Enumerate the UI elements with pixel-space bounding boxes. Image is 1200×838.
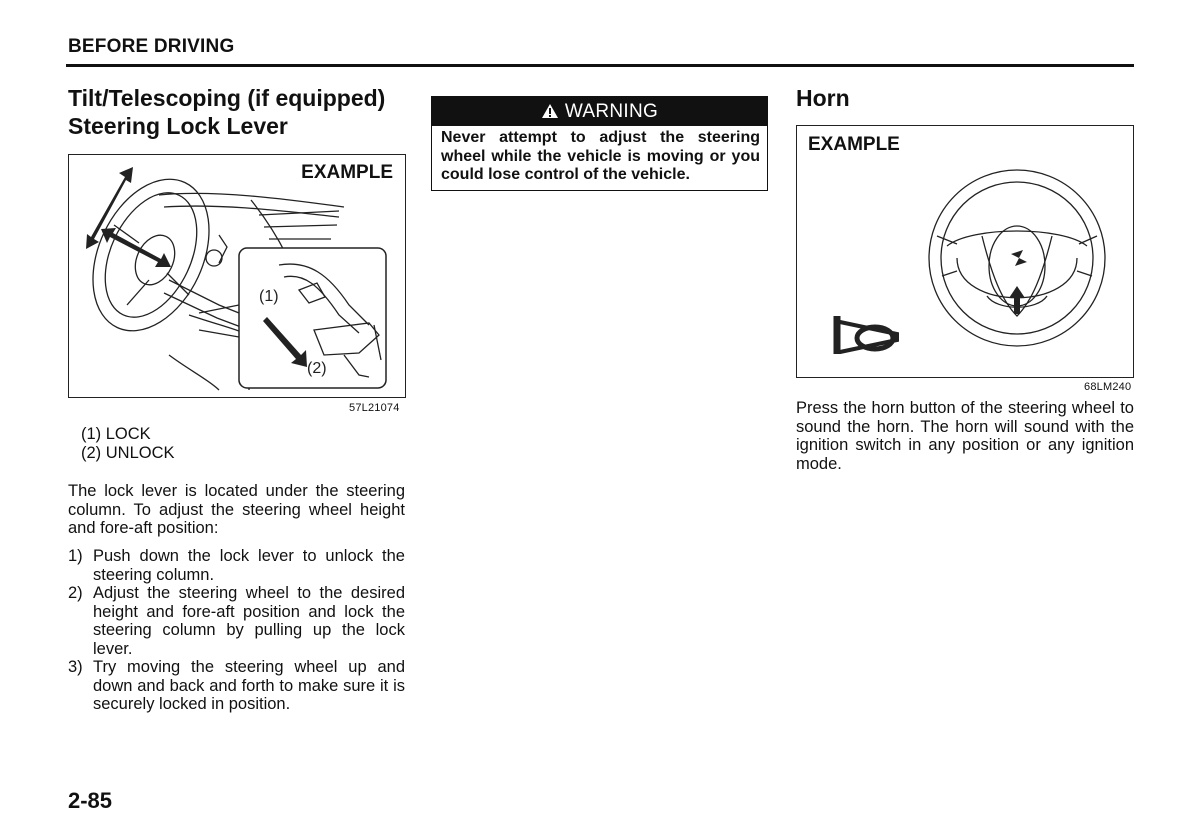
tilt-figure-example-label: EXAMPLE [301,162,393,183]
horn-icon [837,316,897,354]
step-text: Try moving the steering wheel up and down and back and forth to make sure it is securely locked in position. [93,658,405,713]
step-number: 2) [68,584,83,602]
callout-2: (2) [307,360,327,377]
section-header: BEFORE DRIVING [68,36,235,57]
callout-1: (1) [259,288,279,305]
tilt-arrows-icon [86,167,171,267]
horn-paragraph: Press the horn button of the steering wheel to sound the horn. The horn will sound with the ignition switch in any position or any ignition mode. [796,399,1134,473]
tilt-steps-list [68,547,405,714]
step-text: Adjust the steering wheel to the desired height and fore-aft position and lock the steering column by pulling up the lock lever. [93,584,405,658]
tilt-title-line2: Steering Lock Lever [68,113,288,139]
page-number: 2-85 [68,788,113,813]
list-item [68,658,405,714]
tilt-title [68,84,408,140]
legend-item-unlock: (2) UNLOCK [81,444,175,462]
legend-item-lock: (1) LOCK [81,425,151,443]
warning-triangle-icon [541,97,559,126]
tilt-figure-code: 57L21074 [349,402,400,414]
warning-header [432,97,767,126]
tilt-figure [68,154,406,398]
suzuki-logo-icon [1011,250,1027,266]
warning-text: Never attempt to adjust the steering wheel while the vehicle is moving or you could lose control of the vehicle. [441,129,760,183]
horn-title: Horn [796,85,850,111]
horn-figure-example-label: EXAMPLE [808,134,900,155]
warning-title: WARNING [564,101,659,122]
list-item [68,584,405,658]
step-text: Push down the lock lever to unlock the steering column. [93,547,405,584]
horn-figure-code: 68LM240 [1084,381,1132,393]
horn-steering-wheel-illustration [797,126,1133,377]
header-rule [66,64,1134,67]
tilt-intro-paragraph: The lock lever is located under the steering column. To adjust the steering wheel height and fore-aft position: [68,482,405,537]
horn-figure [796,125,1134,378]
tilt-legend [81,425,175,463]
tilt-title-line1: Tilt/Telescoping (if equipped) [68,85,386,111]
step-number: 1) [68,547,83,565]
list-item [68,547,405,584]
steering-column-illustration [69,155,405,397]
warning-box [431,96,768,191]
step-number: 3) [68,658,83,676]
